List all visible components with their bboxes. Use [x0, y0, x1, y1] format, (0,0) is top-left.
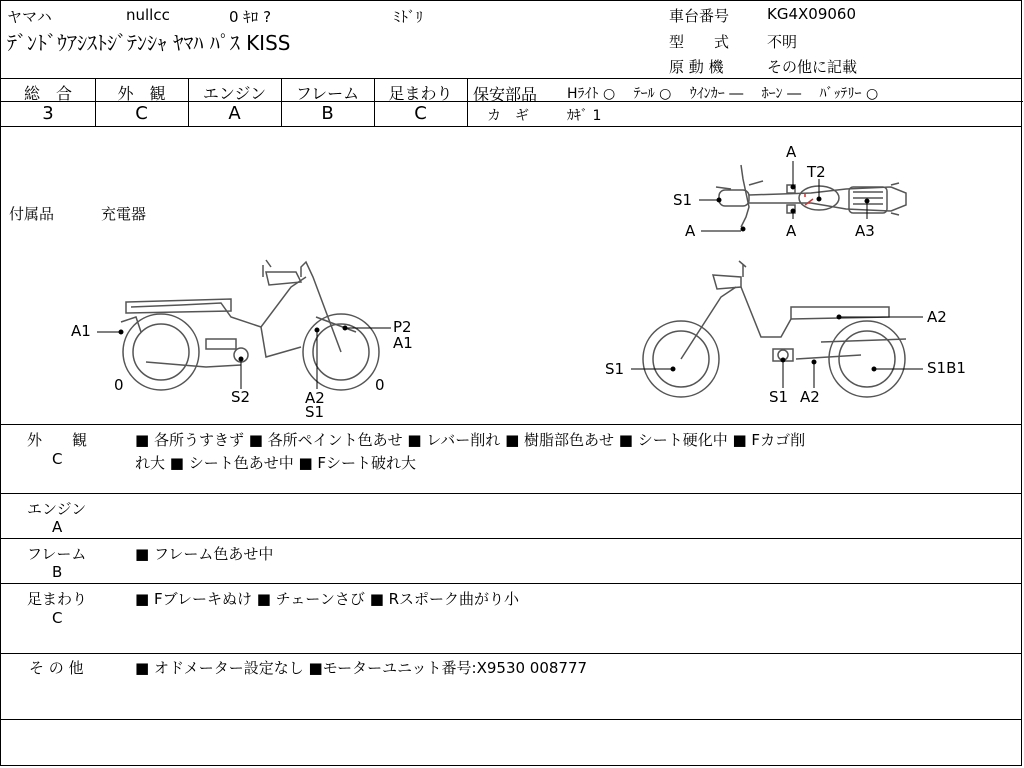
suspension-section-label: 足まわり: [27, 590, 88, 608]
diagram-label: S1B1: [927, 359, 966, 377]
suspension-note: ■ Fブレーキぬけ ■ チェーンさび ■ Rスポーク曲がり小: [135, 590, 520, 608]
divider: [1, 424, 1021, 425]
exterior-note-line2: れ大 ■ シート色あせ中 ■ Fシート破れ大: [135, 454, 417, 472]
engine-section-label: エンジン: [27, 500, 87, 518]
grade-exterior-value: C: [135, 103, 148, 124]
diagram-label: S1: [305, 403, 325, 421]
diagram-label: A: [685, 222, 696, 240]
diagram-label: S2: [231, 388, 251, 406]
frame-no-label: 車台番号: [669, 7, 730, 25]
diagram-label: A2: [927, 308, 947, 326]
frame-section-label: フレーム: [27, 545, 87, 563]
divider: [1, 538, 1021, 539]
engine-section-grade: A: [52, 518, 63, 536]
frame-note: ■ フレーム色あせ中: [135, 545, 274, 563]
diagram-label: A: [786, 143, 797, 161]
frame-no-value: KG4X09060: [767, 5, 856, 23]
exterior-note-line1: ■ 各所うすきず ■ 各所ペイント色あせ ■ レバー削れ ■ 樹脂部色あせ ■ シート硬化中 ■ Fカゴ削: [135, 431, 806, 449]
diagram-label: 0: [375, 376, 385, 394]
other-section-label: そ の 他: [29, 659, 84, 677]
diagram-label: A2: [800, 388, 820, 406]
frame-section-grade: B: [52, 563, 63, 581]
divider: [1, 493, 1021, 494]
diagram-label: P2: [393, 318, 412, 336]
diagram-label: A1: [71, 322, 91, 340]
divider: [467, 78, 468, 126]
divider: [1, 78, 1021, 79]
diagram-label: 0: [114, 376, 124, 394]
grade-suspension-label: 足まわり: [388, 84, 453, 103]
diagram-label: T2: [807, 163, 826, 181]
accessories-label: 付属品: [9, 205, 55, 223]
mileage: 0 ｷﾛ ?: [229, 8, 272, 26]
motor-label: 原 動 機: [669, 58, 724, 76]
grade-suspension-value: C: [414, 103, 427, 124]
grade-exterior-label: 外 観: [117, 84, 166, 103]
divider: [1, 653, 1021, 654]
key-label: カ ギ: [487, 108, 529, 124]
top-view-labels: [673, 143, 875, 240]
diagram-label: A2: [305, 389, 325, 407]
model-name: ﾃﾞﾝﾄﾞｳｱｼｽﾄｼﾞﾃﾝｼｬ ﾔﾏﾊ ﾊﾟｽ KISS: [7, 31, 291, 55]
divider: [1, 583, 1021, 584]
key-value: ｶｷﾞ 1: [567, 108, 602, 124]
safety-label: 保安部品: [473, 85, 538, 104]
right-view-labels: [605, 308, 966, 406]
grade-frame-value: B: [321, 103, 334, 124]
grade-engine-value: A: [228, 103, 241, 124]
maker: ヤマハ: [7, 8, 52, 26]
exterior-section-label: 外 観: [27, 431, 88, 449]
diagram-label: A3: [855, 222, 875, 240]
diagram-label: S1: [673, 191, 693, 209]
engine-cc: nullcc: [126, 6, 170, 24]
scooter-right-view: [643, 261, 906, 397]
grade-engine-label: エンジン: [202, 84, 267, 103]
accessories-value: 充電器: [101, 205, 147, 223]
type-value: 不明: [767, 33, 798, 51]
grade-total-label: 総 合: [23, 84, 72, 103]
motor-value: その他に記載: [767, 58, 858, 76]
diagram-label: A: [786, 222, 797, 240]
scooter-left-view: [121, 260, 379, 390]
divider: [1, 719, 1021, 720]
diagram-label: A1: [393, 334, 413, 352]
diagram-label: S1: [769, 388, 789, 406]
grade-frame-label: フレーム: [295, 84, 360, 103]
other-note: ■ オドメーター設定なし ■モーターユニット番号:X9530 008777: [135, 659, 588, 677]
safety-items: Hﾗｲﾄ ○ ﾃｰﾙ ○ ｳｲﾝｶｰ ― ﾎｰﾝ ― ﾊﾞｯﾃﾘｰ ○: [567, 86, 879, 102]
exterior-section-grade: C: [52, 450, 63, 468]
color: ﾐﾄﾞﾘ: [393, 8, 424, 26]
damage-diagram: [1, 127, 1023, 425]
grade-total-value: 3: [42, 103, 54, 124]
suspension-section-grade: C: [52, 609, 63, 627]
type-label: 型 式: [669, 33, 730, 51]
diagram-label: S1: [605, 360, 625, 378]
